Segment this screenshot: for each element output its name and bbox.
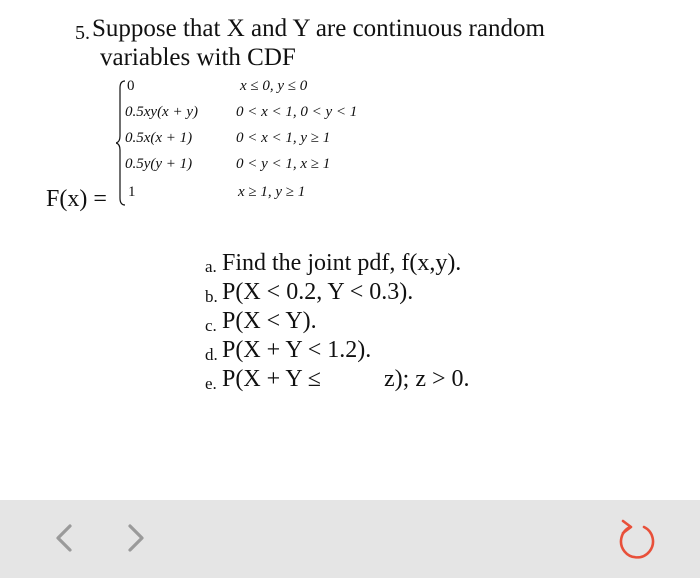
reset-button[interactable]: [612, 514, 662, 564]
cdf-case-expr-0: 0: [127, 78, 135, 94]
cdf-case-cond-4: x ≥ 1, y ≥ 1: [238, 184, 306, 200]
question-text-a: Find the joint pdf, f(x,y).: [222, 250, 462, 276]
problem-text-line2: variables with CDF: [100, 44, 296, 71]
question-letter-e: e.: [205, 374, 217, 393]
problem-number: 5.: [75, 22, 90, 44]
cdf-case-expr-3: 0.5y(y + 1): [125, 156, 193, 172]
problem-text-line1: Suppose that X and Y are continuous random: [92, 15, 545, 42]
cdf-lhs: F(x) =: [46, 186, 107, 212]
cdf-case-cond-1: 0 < x < 1, 0 < y < 1: [236, 104, 358, 120]
question-letter-c: c.: [205, 316, 217, 335]
cdf-case-cond-0: x ≤ 0, y ≤ 0: [240, 78, 308, 94]
rotate-ccw-icon: [613, 515, 661, 563]
next-button[interactable]: [118, 520, 154, 556]
chevron-left-icon: [53, 523, 75, 553]
bottom-toolbar: [0, 500, 700, 578]
question-text-b: P(X < 0.2, Y < 0.3).: [222, 279, 414, 305]
question-letter-d: d.: [205, 345, 218, 364]
cdf-case-expr-2: 0.5x(x + 1): [125, 130, 193, 146]
chevron-right-icon: [125, 523, 147, 553]
question-letter-b: b.: [205, 287, 218, 306]
question-text-d: P(X + Y < 1.2).: [222, 337, 372, 363]
question-text-e: P(X + Y ≤: [222, 366, 321, 392]
cdf-case-expr-1: 0.5xy(x + y): [125, 104, 198, 120]
question-letter-a: a.: [205, 257, 217, 276]
prev-button[interactable]: [46, 520, 82, 556]
cdf-case-cond-3: 0 < y < 1, x ≥ 1: [236, 156, 331, 172]
question-text-c: P(X < Y).: [222, 308, 317, 334]
question-text-e-tail: z); z > 0.: [384, 366, 470, 392]
cdf-case-cond-2: 0 < x < 1, y ≥ 1: [236, 130, 331, 146]
cdf-case-expr-4: 1: [128, 184, 136, 200]
